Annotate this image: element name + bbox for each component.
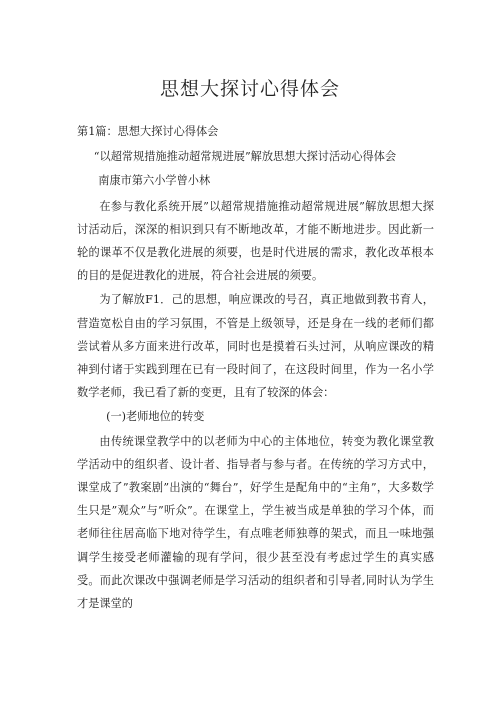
article-title: “以超常规措施推动超常规进展”解放思想大探讨活动心得体会	[93, 150, 397, 164]
paragraph: 在参与教化系统开展”以超常规措施推动超常规进展”解放思想大探讨活动后，深深的相识到只有不断地改革，才能不断地进步。因此新一轮的课革不仅是教化进展的须要，也是时代进展的需求，教化改革根本的目的是促进教化的进展，符合社会进展的须要。	[77, 199, 434, 283]
document-body	[77, 120, 434, 616]
section-paragraph: 由传统课堂教学中的以老师为中心的主体地位，转变为教化课堂教学活动中的组织者、设计者、指导者与参与者。在传统的学习方式中，课堂成了”教案剧”出演的“舞台”，好学生是配角中的“主角”，大多数学生只是”观众”与”听众”。在课堂上，学生被当成是单独的学习个体，而老师往往居高临下地对待学生，有点唯老师独尊的架式，而且一味地强调学生接受老师灌输的现有学问，很少甚至没有考虑过学生的真实感受。而此次课改中强调老师是学习活动的组织者和引导者,同时认为学生才是课堂的	[77, 434, 434, 611]
author-line: 南康市第六小学曾小林	[98, 174, 211, 188]
paragraph: 为了解放F1．己的思想，响应课改的号召，真正地做到教书育人，营造宽松自由的学习氛围，不管是上级领导，还是身在一线的老师们都尝试着从多方面来进行改革，同时也是摸着石头过河，从响应课改的精神到付诸于实践到理在已有一段时间了，在这段时间里，作为一名小学数学老师，我已看了新的变更，且有了较深的体会：	[77, 293, 434, 400]
document-title: 思想大探讨心得体会	[159, 78, 340, 100]
section-heading: (一)老师地位的转变	[106, 410, 205, 424]
chapter-heading: 第1篇：思想大探讨心得体会	[77, 125, 219, 138]
